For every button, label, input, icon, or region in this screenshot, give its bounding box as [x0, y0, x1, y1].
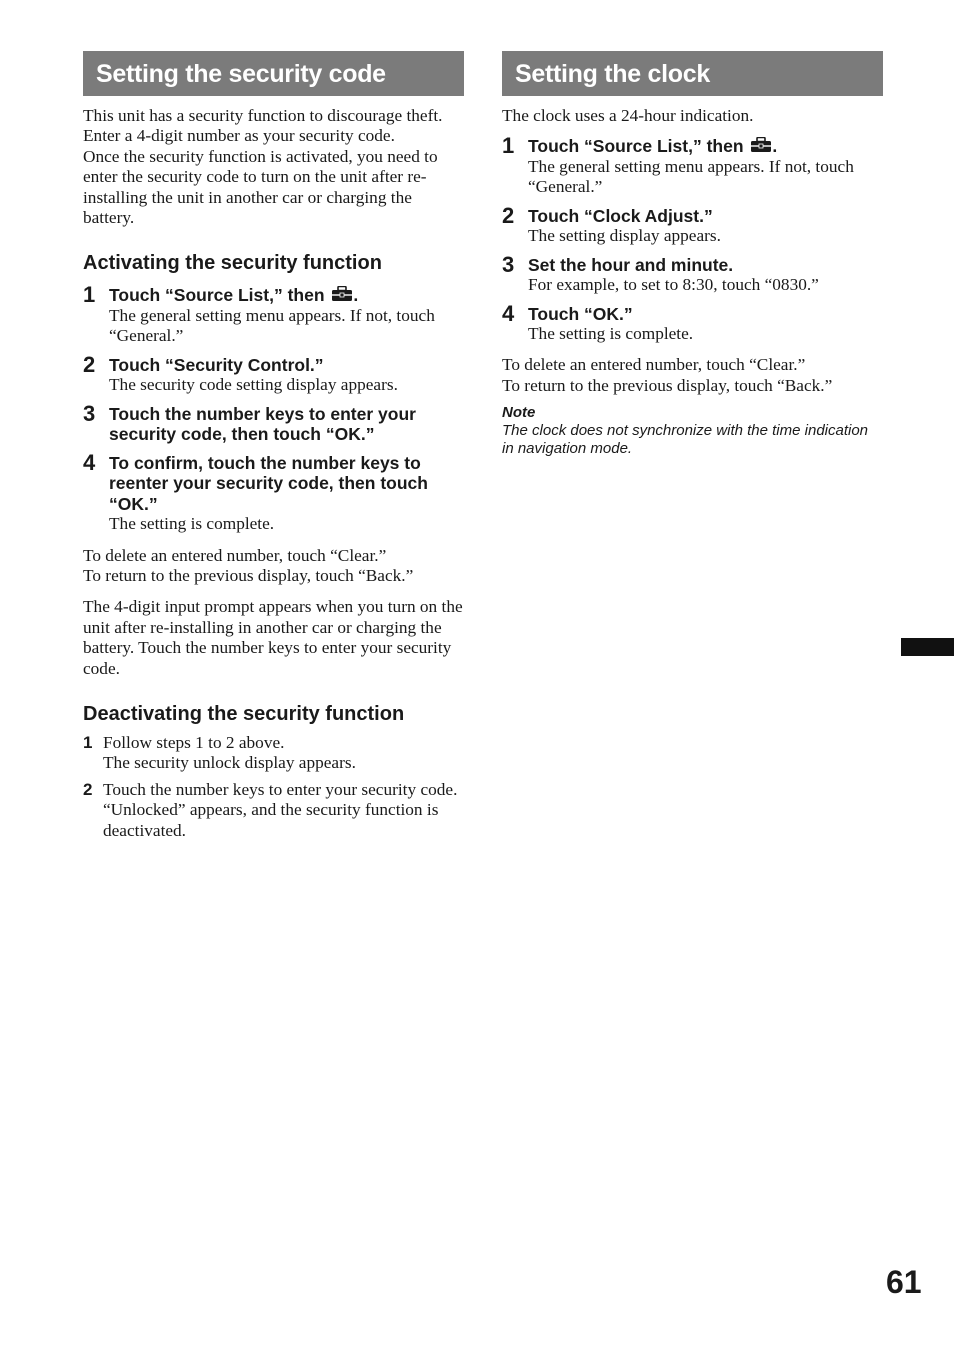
toolbox-icon [750, 137, 772, 153]
security-intro-1: This unit has a security function to discourage theft. Enter a 4-digit number as your security code. [83, 106, 443, 146]
clock-step-4 [502, 300, 883, 345]
step-title: Touch “Security Control.” [109, 354, 324, 375]
prompt-note: The 4-digit input prompt appears when you turn on the unit after re-installing in another car or charging the battery. Touch the number keys to enter your security code. [83, 597, 463, 678]
clock-step-2 [502, 202, 883, 247]
step-number: 4 [502, 300, 515, 326]
page-number: 61 [886, 1264, 922, 1300]
step-desc: The setting display appears. [528, 226, 721, 246]
step-title: Touch the number keys to enter your security code, then touch “OK.” [109, 403, 416, 445]
step-text: Follow steps 1 to 2 above. [103, 733, 285, 752]
note-title: Note [502, 404, 536, 422]
step-number: 1 [83, 733, 93, 752]
step-number: 2 [502, 202, 515, 228]
left-column [83, 51, 464, 841]
step-title: Touch “OK.” [528, 303, 633, 324]
step-number: 1 [502, 133, 515, 159]
step-number: 3 [83, 400, 96, 426]
step-title-text: Touch “Source List,” then [528, 136, 744, 157]
step-number: 1 [83, 282, 96, 308]
step-number: 3 [502, 251, 515, 277]
clock-back-note: To return to the previous display, touch “Back.” [502, 375, 833, 395]
step-text: Touch the number keys to enter your security code. [103, 779, 458, 799]
step-title-end: . [772, 136, 778, 157]
clock-note [502, 404, 883, 458]
step-title: Set the hour and minute. [528, 254, 734, 275]
step-desc: The setting is complete. [528, 324, 694, 344]
edge-index-tab [901, 638, 954, 656]
step-desc: The setting is complete. [109, 514, 275, 534]
step-number: 4 [83, 449, 96, 475]
security-intro-2: Once the security function is activated, you need to enter the security code to turn on the unit after re-installing the unit in another car or charging the battery. [83, 146, 438, 228]
activating-step-1 [83, 282, 464, 346]
toolbox-icon [331, 286, 353, 302]
clock-step-3 [502, 251, 883, 296]
deactivating-step-1 [83, 733, 464, 774]
clock-intro: The clock uses a 24-hour indication. [502, 106, 754, 125]
step-title: Touch “Clock Adjust.” [528, 205, 713, 226]
step-title-text: Touch “Source List,” then [109, 285, 325, 306]
security-code-header: Setting the security code [83, 51, 464, 96]
clock-steps [502, 133, 883, 344]
deactivating-step-2 [83, 780, 464, 841]
step-desc: The security unlock display appears. [103, 753, 356, 773]
delete-note: To delete an entered number, touch “Clear.” [83, 545, 387, 565]
step-number: 2 [83, 779, 93, 799]
step-desc: For example, to set to 8:30, touch “0830.” [528, 275, 819, 295]
activating-title: Activating the security function [83, 252, 382, 275]
step-desc: The general setting menu appears. If not, touch “General.” [109, 305, 435, 346]
activating-steps [83, 282, 464, 534]
step-number: 2 [83, 351, 96, 377]
back-note: To return to the previous display, touch “Back.” [83, 565, 414, 585]
step-title-end: . [353, 285, 359, 306]
clock-header: Setting the clock [502, 51, 883, 96]
step-desc: The general setting menu appears. If not, touch “General.” [528, 156, 854, 197]
activating-step-3 [83, 400, 464, 445]
step-desc: The security code setting display appears. [109, 375, 398, 395]
step-desc: “Unlocked” appears, and the security function is deactivated. [103, 800, 439, 840]
activating-step-2 [83, 351, 464, 396]
clock-delete-note: To delete an entered number, touch “Clear.” [502, 355, 806, 375]
activating-step-4 [83, 449, 464, 535]
clock-step-1 [502, 133, 883, 197]
step-title [528, 136, 883, 157]
note-text: The clock does not synchronize with the time indication in navigation mode. [502, 422, 869, 458]
deactivating-steps [83, 733, 464, 841]
step-title [109, 285, 464, 306]
step-title: To confirm, touch the number keys to reenter your security code, then touch “OK.” [109, 452, 428, 514]
right-column [502, 51, 883, 458]
deactivating-title: Deactivating the security function [83, 703, 405, 725]
